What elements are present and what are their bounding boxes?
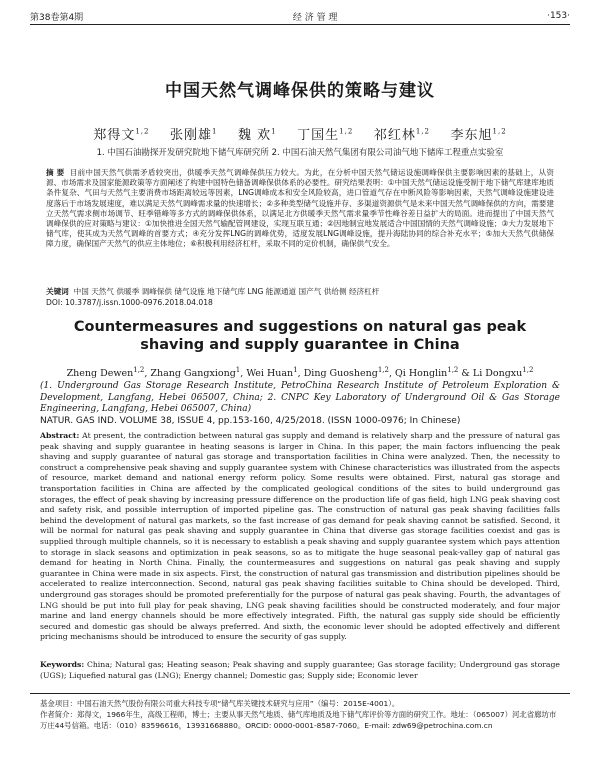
doi: DOI: 10.3787/j.issn.1000-0976.2018.04.018 bbox=[46, 298, 213, 307]
en-author: Li Dongxu$^{1,2}$ bbox=[472, 366, 534, 380]
cn-keywords-text: 中国 天然气 供暖季 调峰保供 储气设施 地下储气库 LNG 能源通道 国产气 供给侧 经济杠杆 bbox=[73, 287, 380, 296]
fund-note: 基金项目：中国石油天然气股份有限公司重大科技专项“储气库关键技术研究与应用”（编号：2015E-4001）。 bbox=[40, 699, 400, 708]
en-keywords-text: China; Natural gas; Heating season; Peak shaving and supply guarantee; Gas storage facility; Underground gas storage (UGS); Liquefied natural gas (LNG); Energy channel; Domestic gas; Supply side; Economic lever bbox=[40, 660, 560, 680]
cn-author: 李东旭$^{1,2}$ bbox=[450, 127, 507, 143]
cn-author: 祁红林$^{1,2}$ bbox=[373, 127, 430, 143]
chinese-keywords bbox=[46, 287, 554, 297]
english-title: Countermeasures and suggestions on natural gas peak shaving and supply guarantee in China bbox=[73, 319, 527, 353]
cn-abstract-label: 摘 要 bbox=[46, 168, 65, 177]
en-author: Ding Guosheng$^{1,2}$ bbox=[303, 366, 389, 380]
english-affiliations: (1. Underground Gas Storage Research Institute, PetroChina Research Institute of Petroleum Exploration & Development, Langfang, Hebei 065007, China; 2. CNPC Key Laboratory of Underground Oil & Gas Storage Engineering, Langfang, Hebei 065007, China) bbox=[40, 381, 560, 414]
cn-author: 丁国生$^{1,2}$ bbox=[297, 127, 354, 143]
header-rule bbox=[30, 24, 570, 25]
chinese-authors bbox=[0, 124, 600, 143]
chinese-title: 中国天然气调峰保供的策略与建议 bbox=[165, 81, 435, 101]
author-info-note: 作者简介：郑得文，1966年生，高级工程师，博士；主要从事天然气地质、储气库地质及地下储气库评价等方面的研究工作。地址：（065007）河北省廊坊市万庄44号信箱。电话：（010）83596616，13931668880。ORCID: 0000-0001-8587-7060。E-mail: zdw69@petrochina.com.cn bbox=[40, 710, 557, 730]
en-author: Zheng Dewen$^{1,2}$ bbox=[66, 366, 145, 380]
en-author: Wei Huan$^1$ bbox=[246, 366, 298, 380]
header-page-number: ·153· bbox=[547, 11, 570, 21]
cn-author: 魏 欢$^1$ bbox=[238, 127, 277, 143]
en-abstract-text: At present, the contradiction between natural gas supply and demand is relatively sharp and the pressure of natural gas peak shaving and supply guarantee in heating seasons is larger in China. In this paper, the main factors influencing the peak shaving and supply guarantee of natural gas storage and transportation facilities in China were analyzed. Then, the necessity to construct a comprehensive peak shaving and supply guarantee system with Chinese characteristics was illustrated from the aspects of resource, market demand and national energy reform policy. Some results were obtained. First, natural gas storage and transportation facilities in China are affected by the complicated geological conditions of the sites to build underground gas storages, the effect of peak shaving by increasing pressure difference on the production life of gas field, high LNG peak shaving cost and safety risk, and possible interruption of imported pipeline gas. The construction of natural gas peak shaving facilities falls behind the development of natural gas markets, so the fast increase of gas demand for peak shaving cannot be satisfied. Second, it will be normal for natural gas peak shaving and supply guarantee in China that diverse gas storage facilities coexist and gas is supplied through multiple channels, so it is necessary to establish a peak shaving and supply guarantee system which pays attention to storage in slack seasons and optimization in peak seasons, so as to mitigate the huge seasonal peak-valley gap of natural gas demand for heating in North China. Finally, the countermeasures and suggestions on natural gas peak shaving and supply guarantee in China were made in six aspects. First, the construction of natural gas transmission and distribution pipelines should be accelerated to realize interconnection. Second, natural gas peak shaving facilities suitable to China should be developed. Third, underground gas storages should be promoted preferentially for the purpose of natural gas peak shaving. Fourth, the advantages of LNG should be put into full play for peak shaving, LNG peak shaving facilities should be constructed moderately, and four major marine and land energy channels should be more effectively integrated. Fifth, the natural gas supply side should be efficiently secured and domestic gas should be always preferred. And sixth, the economic lever should be adopted effectively and different pricing mechanisms should be introduced to ensure the security of gas supply. bbox=[40, 431, 560, 642]
en-keywords-label: Keywords: bbox=[40, 660, 85, 669]
cn-author: 张刚雄$^1$ bbox=[170, 127, 218, 143]
english-keywords bbox=[40, 660, 560, 681]
header-journal-name: 经 济 管 理 bbox=[292, 12, 338, 23]
cn-author: 郑得文$^{1,2}$ bbox=[93, 127, 150, 143]
running-header bbox=[30, 8, 570, 24]
citation-line: NATUR. GAS IND. VOLUME 38, ISSUE 4, pp.153-160, 4/25/2018. (ISSN 1000-0976; In Chinese) bbox=[40, 416, 461, 426]
footnote-rule bbox=[30, 693, 570, 694]
english-abstract bbox=[40, 431, 560, 643]
en-author: Zhang Gangxiong$^1$ bbox=[150, 366, 241, 380]
footnote bbox=[40, 698, 560, 731]
english-authors: Zheng Dewen$^{1,2}$, Zhang Gangxiong$^1$, Wei Huan$^1$, Ding Guosheng$^{1,2}$, Qi Honglin$^{1,2}$ & Li Dongxu$^{1,2}$ bbox=[66, 366, 534, 380]
header-volume-issue: 第38卷第4期 bbox=[30, 12, 84, 23]
cn-abstract-text: 目前中国天然气供需矛盾较突出，供暖季天然气调峰保供压力较大。为此，在分析中国天然气储运设施调峰保供主要影响因素的基础上，从资源、市场需求及国家能源政策等方面阐述了构建中国特色储备调峰保供体系的必要性。研究结果表明：①中国天然气储运设施受制于地下储气库建库地质条件复杂、气田与天然气主要消费市场距离较远等因素，LNG调峰成本和安全风险较高，进口管道气存在中断风险等影响因素，天然气调峰设施建设进度落后于市场发展速度，难以满足天然气调峰需求量的快速增长；②多种类型储气设施并存、多渠道资源供气是未来中国天然气调峰保供的方向，需要建立天然气需求侧市场调节、旺季错峰等多方式的调峰保供体系，以满足北方供暖季天然气需求量季节性峰谷差日益扩大的局面。进而提出了中国天然气调峰保供的应对策略与建议：①加快推进全国天然气输配管网建设，实现互联互通；②因地制宜地发展适合中国国情的天然气调峰设施；③大力发展地下储气库，使其成为天然气调峰的首要方式；④充分发挥LNG的调峰优势，适度发展LNG调峰设施，提升海陆协同的综合补充水平；⑤加大天然气供储保障力度，确保国产天然气的供应主体地位；⑥积极利用经济杠杆，采取不同的定价机制，确保供气安全。 bbox=[46, 168, 555, 249]
en-author: Qi Honglin$^{1,2}$ bbox=[395, 366, 459, 380]
cn-keywords-label: 关键词 bbox=[46, 287, 69, 296]
chinese-abstract bbox=[46, 168, 554, 250]
chinese-affiliations: 1. 中国石油勘探开发研究院地下储气库研究所 2. 中国石油天然气集团有限公司油气地下储库工程重点实验室 bbox=[96, 148, 504, 158]
en-abstract-label: Abstract: bbox=[40, 431, 80, 440]
